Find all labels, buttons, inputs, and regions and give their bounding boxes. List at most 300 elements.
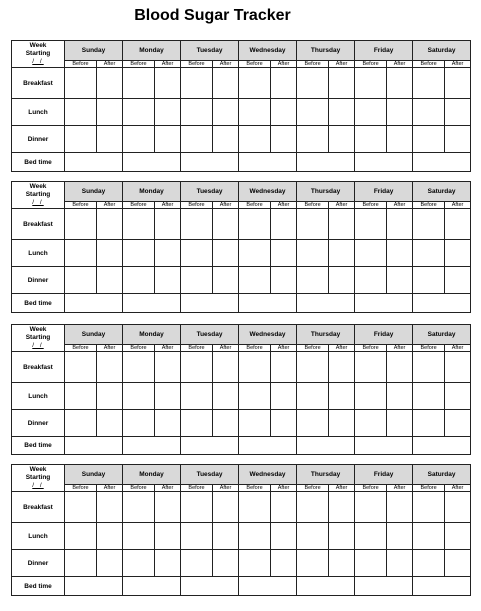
- reading-cell[interactable]: [65, 126, 97, 153]
- reading-cell[interactable]: [213, 68, 239, 99]
- before-label: Before: [65, 202, 97, 209]
- reading-cell[interactable]: [271, 550, 297, 577]
- reading-cell[interactable]: [355, 240, 387, 267]
- reading-cell[interactable]: [445, 68, 471, 99]
- before-label: Before: [297, 345, 329, 352]
- reading-cell[interactable]: [97, 383, 123, 410]
- reading-cell[interactable]: [65, 352, 97, 383]
- reading-cell[interactable]: [97, 240, 123, 267]
- before-label: Before: [355, 61, 387, 68]
- before-label: Before: [355, 485, 387, 492]
- meal-label-dinner: Dinner: [12, 550, 65, 577]
- before-label: Before: [297, 485, 329, 492]
- before-label: Before: [181, 61, 213, 68]
- reading-cell[interactable]: [239, 209, 271, 240]
- bedtime-reading-cell[interactable]: [65, 153, 123, 172]
- reading-cell[interactable]: [271, 68, 297, 99]
- reading-cell[interactable]: [181, 68, 213, 99]
- reading-cell[interactable]: [445, 267, 471, 294]
- reading-cell[interactable]: [155, 68, 181, 99]
- reading-cell[interactable]: [97, 550, 123, 577]
- reading-cell[interactable]: [123, 352, 155, 383]
- reading-cell[interactable]: [155, 267, 181, 294]
- meal-row-bed-time: [12, 153, 471, 172]
- bedtime-reading-cell[interactable]: [413, 294, 471, 313]
- meal-label-bed-time: Bed time: [12, 153, 65, 172]
- before-label: Before: [239, 202, 271, 209]
- day-header-wednesday: Wednesday: [239, 41, 297, 61]
- reading-cell[interactable]: [123, 523, 155, 550]
- day-header-friday: Friday: [355, 182, 413, 202]
- before-label: Before: [123, 61, 155, 68]
- reading-cell[interactable]: [213, 99, 239, 126]
- bedtime-reading-cell[interactable]: [239, 577, 297, 596]
- reading-cell[interactable]: [329, 267, 355, 294]
- day-header-friday: Friday: [355, 325, 413, 345]
- day-header-thursday: Thursday: [297, 325, 355, 345]
- starting-label: Starting: [25, 474, 51, 481]
- before-after-row: [12, 61, 471, 68]
- bedtime-reading-cell[interactable]: [123, 294, 181, 313]
- after-label: After: [271, 61, 297, 68]
- reading-cell[interactable]: [155, 383, 181, 410]
- reading-cell[interactable]: [181, 267, 213, 294]
- reading-cell[interactable]: [213, 240, 239, 267]
- reading-cell[interactable]: [387, 68, 413, 99]
- reading-cell[interactable]: [97, 492, 123, 523]
- reading-cell[interactable]: [297, 492, 329, 523]
- bedtime-reading-cell[interactable]: [123, 577, 181, 596]
- reading-cell[interactable]: [297, 209, 329, 240]
- reading-cell[interactable]: [445, 523, 471, 550]
- starting-label: Starting: [25, 191, 51, 198]
- reading-cell[interactable]: [297, 99, 329, 126]
- reading-cell[interactable]: [213, 410, 239, 437]
- week-date-field[interactable]: / /: [32, 342, 44, 349]
- bedtime-reading-cell[interactable]: [355, 437, 413, 455]
- bedtime-reading-cell[interactable]: [297, 577, 355, 596]
- reading-cell[interactable]: [355, 523, 387, 550]
- before-label: Before: [181, 485, 213, 492]
- day-header-friday: Friday: [355, 465, 413, 485]
- bedtime-reading-cell[interactable]: [65, 577, 123, 596]
- bedtime-reading-cell[interactable]: [181, 437, 239, 455]
- reading-cell[interactable]: [413, 383, 445, 410]
- bedtime-reading-cell[interactable]: [413, 437, 471, 455]
- reading-cell[interactable]: [445, 126, 471, 153]
- day-header-saturday: Saturday: [413, 325, 471, 345]
- meal-row-dinner: [12, 410, 471, 437]
- day-header-wednesday: Wednesday: [239, 465, 297, 485]
- reading-cell[interactable]: [445, 352, 471, 383]
- reading-cell[interactable]: [355, 492, 387, 523]
- reading-cell[interactable]: [155, 550, 181, 577]
- reading-cell[interactable]: [329, 99, 355, 126]
- day-header-monday: Monday: [123, 325, 181, 345]
- after-label: After: [387, 202, 413, 209]
- reading-cell[interactable]: [413, 492, 445, 523]
- after-label: After: [213, 61, 239, 68]
- reading-cell[interactable]: [239, 383, 271, 410]
- reading-cell[interactable]: [387, 492, 413, 523]
- reading-cell[interactable]: [213, 550, 239, 577]
- reading-cell[interactable]: [355, 126, 387, 153]
- reading-cell[interactable]: [65, 410, 97, 437]
- reading-cell[interactable]: [387, 267, 413, 294]
- reading-cell[interactable]: [355, 209, 387, 240]
- reading-cell[interactable]: [271, 523, 297, 550]
- reading-cell[interactable]: [213, 492, 239, 523]
- after-label: After: [271, 202, 297, 209]
- reading-cell[interactable]: [413, 240, 445, 267]
- reading-cell[interactable]: [123, 240, 155, 267]
- bedtime-reading-cell[interactable]: [181, 294, 239, 313]
- reading-cell[interactable]: [181, 126, 213, 153]
- reading-cell[interactable]: [271, 126, 297, 153]
- after-label: After: [445, 345, 471, 352]
- before-label: Before: [65, 485, 97, 492]
- week-label: Week: [29, 183, 47, 190]
- day-header-row: [12, 465, 471, 485]
- reading-cell[interactable]: [123, 99, 155, 126]
- reading-cell[interactable]: [181, 523, 213, 550]
- starting-label: Starting: [25, 334, 51, 341]
- reading-cell[interactable]: [65, 209, 97, 240]
- reading-cell[interactable]: [329, 68, 355, 99]
- reading-cell[interactable]: [239, 99, 271, 126]
- reading-cell[interactable]: [387, 523, 413, 550]
- reading-cell[interactable]: [413, 267, 445, 294]
- reading-cell[interactable]: [297, 68, 329, 99]
- reading-cell[interactable]: [271, 267, 297, 294]
- reading-cell[interactable]: [155, 492, 181, 523]
- after-label: After: [213, 202, 239, 209]
- reading-cell[interactable]: [413, 99, 445, 126]
- day-header-friday: Friday: [355, 41, 413, 61]
- meal-label-breakfast: Breakfast: [12, 68, 65, 99]
- after-label: After: [155, 61, 181, 68]
- after-label: After: [97, 202, 123, 209]
- day-header-row: [12, 182, 471, 202]
- day-header-row: [12, 325, 471, 345]
- reading-cell[interactable]: [387, 99, 413, 126]
- reading-cell[interactable]: [97, 126, 123, 153]
- after-label: After: [97, 345, 123, 352]
- week-date-field[interactable]: / /: [32, 199, 44, 206]
- reading-cell[interactable]: [181, 550, 213, 577]
- after-label: After: [155, 485, 181, 492]
- reading-cell[interactable]: [239, 492, 271, 523]
- reading-cell[interactable]: [413, 126, 445, 153]
- reading-cell[interactable]: [155, 99, 181, 126]
- reading-cell[interactable]: [297, 523, 329, 550]
- reading-cell[interactable]: [297, 240, 329, 267]
- reading-cell[interactable]: [387, 352, 413, 383]
- reading-cell[interactable]: [155, 240, 181, 267]
- meal-label-lunch: Lunch: [12, 99, 65, 126]
- day-header-saturday: Saturday: [413, 182, 471, 202]
- bedtime-reading-cell[interactable]: [297, 437, 355, 455]
- reading-cell[interactable]: [181, 492, 213, 523]
- reading-cell[interactable]: [271, 492, 297, 523]
- meal-label-lunch: Lunch: [12, 240, 65, 267]
- reading-cell[interactable]: [213, 383, 239, 410]
- reading-cell[interactable]: [329, 410, 355, 437]
- reading-cell[interactable]: [123, 267, 155, 294]
- before-label: Before: [297, 61, 329, 68]
- reading-cell[interactable]: [329, 550, 355, 577]
- after-label: After: [445, 202, 471, 209]
- reading-cell[interactable]: [387, 126, 413, 153]
- after-label: After: [97, 485, 123, 492]
- reading-cell[interactable]: [271, 240, 297, 267]
- after-label: After: [155, 345, 181, 352]
- reading-cell[interactable]: [413, 550, 445, 577]
- meal-row-breakfast: [12, 492, 471, 523]
- reading-cell[interactable]: [239, 523, 271, 550]
- reading-cell[interactable]: [355, 267, 387, 294]
- meal-row-bed-time: [12, 577, 471, 596]
- reading-cell[interactable]: [297, 410, 329, 437]
- reading-cell[interactable]: [123, 550, 155, 577]
- reading-cell[interactable]: [155, 523, 181, 550]
- meal-row-lunch: [12, 383, 471, 410]
- reading-cell[interactable]: [355, 550, 387, 577]
- reading-cell[interactable]: [239, 126, 271, 153]
- reading-cell[interactable]: [65, 68, 97, 99]
- reading-cell[interactable]: [355, 352, 387, 383]
- reading-cell[interactable]: [413, 209, 445, 240]
- week-starting-cell[interactable]: [12, 465, 65, 492]
- reading-cell[interactable]: [97, 209, 123, 240]
- reading-cell[interactable]: [329, 240, 355, 267]
- reading-cell[interactable]: [97, 352, 123, 383]
- reading-cell[interactable]: [181, 352, 213, 383]
- bedtime-reading-cell[interactable]: [239, 437, 297, 455]
- reading-cell[interactable]: [413, 352, 445, 383]
- week-starting-cell[interactable]: [12, 41, 65, 68]
- reading-cell[interactable]: [387, 550, 413, 577]
- bedtime-reading-cell[interactable]: [65, 437, 123, 455]
- reading-cell[interactable]: [239, 410, 271, 437]
- after-label: After: [329, 485, 355, 492]
- reading-cell[interactable]: [97, 410, 123, 437]
- reading-cell[interactable]: [297, 126, 329, 153]
- reading-cell[interactable]: [445, 492, 471, 523]
- reading-cell[interactable]: [97, 99, 123, 126]
- reading-cell[interactable]: [271, 209, 297, 240]
- before-label: Before: [413, 61, 445, 68]
- reading-cell[interactable]: [355, 383, 387, 410]
- reading-cell[interactable]: [445, 209, 471, 240]
- reading-cell[interactable]: [239, 240, 271, 267]
- reading-cell[interactable]: [329, 126, 355, 153]
- reading-cell[interactable]: [213, 126, 239, 153]
- reading-cell[interactable]: [297, 550, 329, 577]
- after-label: After: [155, 202, 181, 209]
- before-label: Before: [239, 345, 271, 352]
- reading-cell[interactable]: [413, 68, 445, 99]
- reading-cell[interactable]: [445, 410, 471, 437]
- reading-cell[interactable]: [155, 352, 181, 383]
- reading-cell[interactable]: [123, 209, 155, 240]
- reading-cell[interactable]: [65, 267, 97, 294]
- reading-cell[interactable]: [213, 267, 239, 294]
- after-label: After: [387, 485, 413, 492]
- reading-cell[interactable]: [297, 352, 329, 383]
- reading-cell[interactable]: [213, 209, 239, 240]
- week-starting-cell[interactable]: [12, 182, 65, 209]
- bedtime-reading-cell[interactable]: [123, 437, 181, 455]
- bedtime-reading-cell[interactable]: [355, 153, 413, 172]
- day-header-sunday: Sunday: [65, 465, 123, 485]
- reading-cell[interactable]: [123, 410, 155, 437]
- starting-label: Starting: [25, 50, 51, 57]
- reading-cell[interactable]: [65, 99, 97, 126]
- after-label: After: [445, 485, 471, 492]
- reading-cell[interactable]: [355, 68, 387, 99]
- before-label: Before: [181, 345, 213, 352]
- reading-cell[interactable]: [271, 352, 297, 383]
- after-label: After: [387, 61, 413, 68]
- day-header-sunday: Sunday: [65, 325, 123, 345]
- reading-cell[interactable]: [123, 126, 155, 153]
- bedtime-reading-cell[interactable]: [413, 577, 471, 596]
- week-table: [11, 181, 471, 313]
- reading-cell[interactable]: [181, 383, 213, 410]
- reading-cell[interactable]: [329, 492, 355, 523]
- before-label: Before: [413, 485, 445, 492]
- reading-cell[interactable]: [387, 410, 413, 437]
- meal-row-dinner: [12, 550, 471, 577]
- reading-cell[interactable]: [329, 352, 355, 383]
- reading-cell[interactable]: [271, 99, 297, 126]
- reading-cell[interactable]: [297, 383, 329, 410]
- reading-cell[interactable]: [65, 240, 97, 267]
- reading-cell[interactable]: [387, 240, 413, 267]
- reading-cell[interactable]: [213, 352, 239, 383]
- before-label: Before: [239, 485, 271, 492]
- reading-cell[interactable]: [123, 492, 155, 523]
- reading-cell[interactable]: [97, 68, 123, 99]
- bedtime-reading-cell[interactable]: [239, 153, 297, 172]
- reading-cell[interactable]: [155, 209, 181, 240]
- bedtime-reading-cell[interactable]: [355, 577, 413, 596]
- reading-cell[interactable]: [181, 410, 213, 437]
- reading-cell[interactable]: [239, 267, 271, 294]
- day-header-tuesday: Tuesday: [181, 41, 239, 61]
- day-header-saturday: Saturday: [413, 41, 471, 61]
- after-label: After: [213, 485, 239, 492]
- reading-cell[interactable]: [445, 240, 471, 267]
- reading-cell[interactable]: [271, 410, 297, 437]
- bedtime-reading-cell[interactable]: [181, 577, 239, 596]
- week-starting-cell[interactable]: [12, 325, 65, 352]
- day-header-tuesday: Tuesday: [181, 182, 239, 202]
- meal-label-breakfast: Breakfast: [12, 352, 65, 383]
- reading-cell[interactable]: [97, 523, 123, 550]
- before-after-row: [12, 202, 471, 209]
- week-table: [11, 324, 471, 455]
- meal-row-breakfast: [12, 352, 471, 383]
- reading-cell[interactable]: [329, 209, 355, 240]
- reading-cell[interactable]: [413, 523, 445, 550]
- reading-cell[interactable]: [239, 550, 271, 577]
- after-label: After: [329, 61, 355, 68]
- before-label: Before: [65, 61, 97, 68]
- after-label: After: [387, 345, 413, 352]
- reading-cell[interactable]: [65, 550, 97, 577]
- reading-cell[interactable]: [97, 267, 123, 294]
- meal-label-bed-time: Bed time: [12, 294, 65, 313]
- reading-cell[interactable]: [413, 410, 445, 437]
- before-after-row: [12, 345, 471, 352]
- reading-cell[interactable]: [271, 383, 297, 410]
- week-date-field[interactable]: / /: [32, 482, 44, 489]
- bedtime-reading-cell[interactable]: [239, 294, 297, 313]
- bedtime-reading-cell[interactable]: [355, 294, 413, 313]
- before-label: Before: [413, 345, 445, 352]
- reading-cell[interactable]: [65, 383, 97, 410]
- meal-row-lunch: [12, 99, 471, 126]
- reading-cell[interactable]: [181, 240, 213, 267]
- week-date-field[interactable]: / /: [32, 58, 44, 65]
- reading-cell[interactable]: [445, 550, 471, 577]
- reading-cell[interactable]: [387, 383, 413, 410]
- meal-row-lunch: [12, 523, 471, 550]
- reading-cell[interactable]: [329, 523, 355, 550]
- reading-cell[interactable]: [445, 99, 471, 126]
- bedtime-reading-cell[interactable]: [297, 294, 355, 313]
- reading-cell[interactable]: [329, 383, 355, 410]
- after-label: After: [97, 61, 123, 68]
- reading-cell[interactable]: [65, 523, 97, 550]
- meal-row-lunch: [12, 240, 471, 267]
- day-header-tuesday: Tuesday: [181, 465, 239, 485]
- day-header-thursday: Thursday: [297, 41, 355, 61]
- reading-cell[interactable]: [387, 209, 413, 240]
- day-header-sunday: Sunday: [65, 182, 123, 202]
- reading-cell[interactable]: [181, 209, 213, 240]
- bedtime-reading-cell[interactable]: [181, 153, 239, 172]
- before-label: Before: [355, 202, 387, 209]
- reading-cell[interactable]: [123, 68, 155, 99]
- week-label: Week: [29, 466, 47, 473]
- reading-cell[interactable]: [239, 68, 271, 99]
- reading-cell[interactable]: [297, 267, 329, 294]
- meal-label-dinner: Dinner: [12, 267, 65, 294]
- week-label: Week: [29, 42, 47, 49]
- reading-cell[interactable]: [445, 383, 471, 410]
- reading-cell[interactable]: [355, 410, 387, 437]
- bedtime-reading-cell[interactable]: [65, 294, 123, 313]
- day-header-tuesday: Tuesday: [181, 325, 239, 345]
- reading-cell[interactable]: [155, 126, 181, 153]
- bedtime-reading-cell[interactable]: [413, 153, 471, 172]
- bedtime-reading-cell[interactable]: [123, 153, 181, 172]
- reading-cell[interactable]: [239, 352, 271, 383]
- before-label: Before: [297, 202, 329, 209]
- day-header-monday: Monday: [123, 465, 181, 485]
- reading-cell[interactable]: [123, 383, 155, 410]
- day-header-thursday: Thursday: [297, 465, 355, 485]
- bedtime-reading-cell[interactable]: [297, 153, 355, 172]
- reading-cell[interactable]: [355, 99, 387, 126]
- reading-cell[interactable]: [65, 492, 97, 523]
- reading-cell[interactable]: [181, 99, 213, 126]
- reading-cell[interactable]: [213, 523, 239, 550]
- reading-cell[interactable]: [155, 410, 181, 437]
